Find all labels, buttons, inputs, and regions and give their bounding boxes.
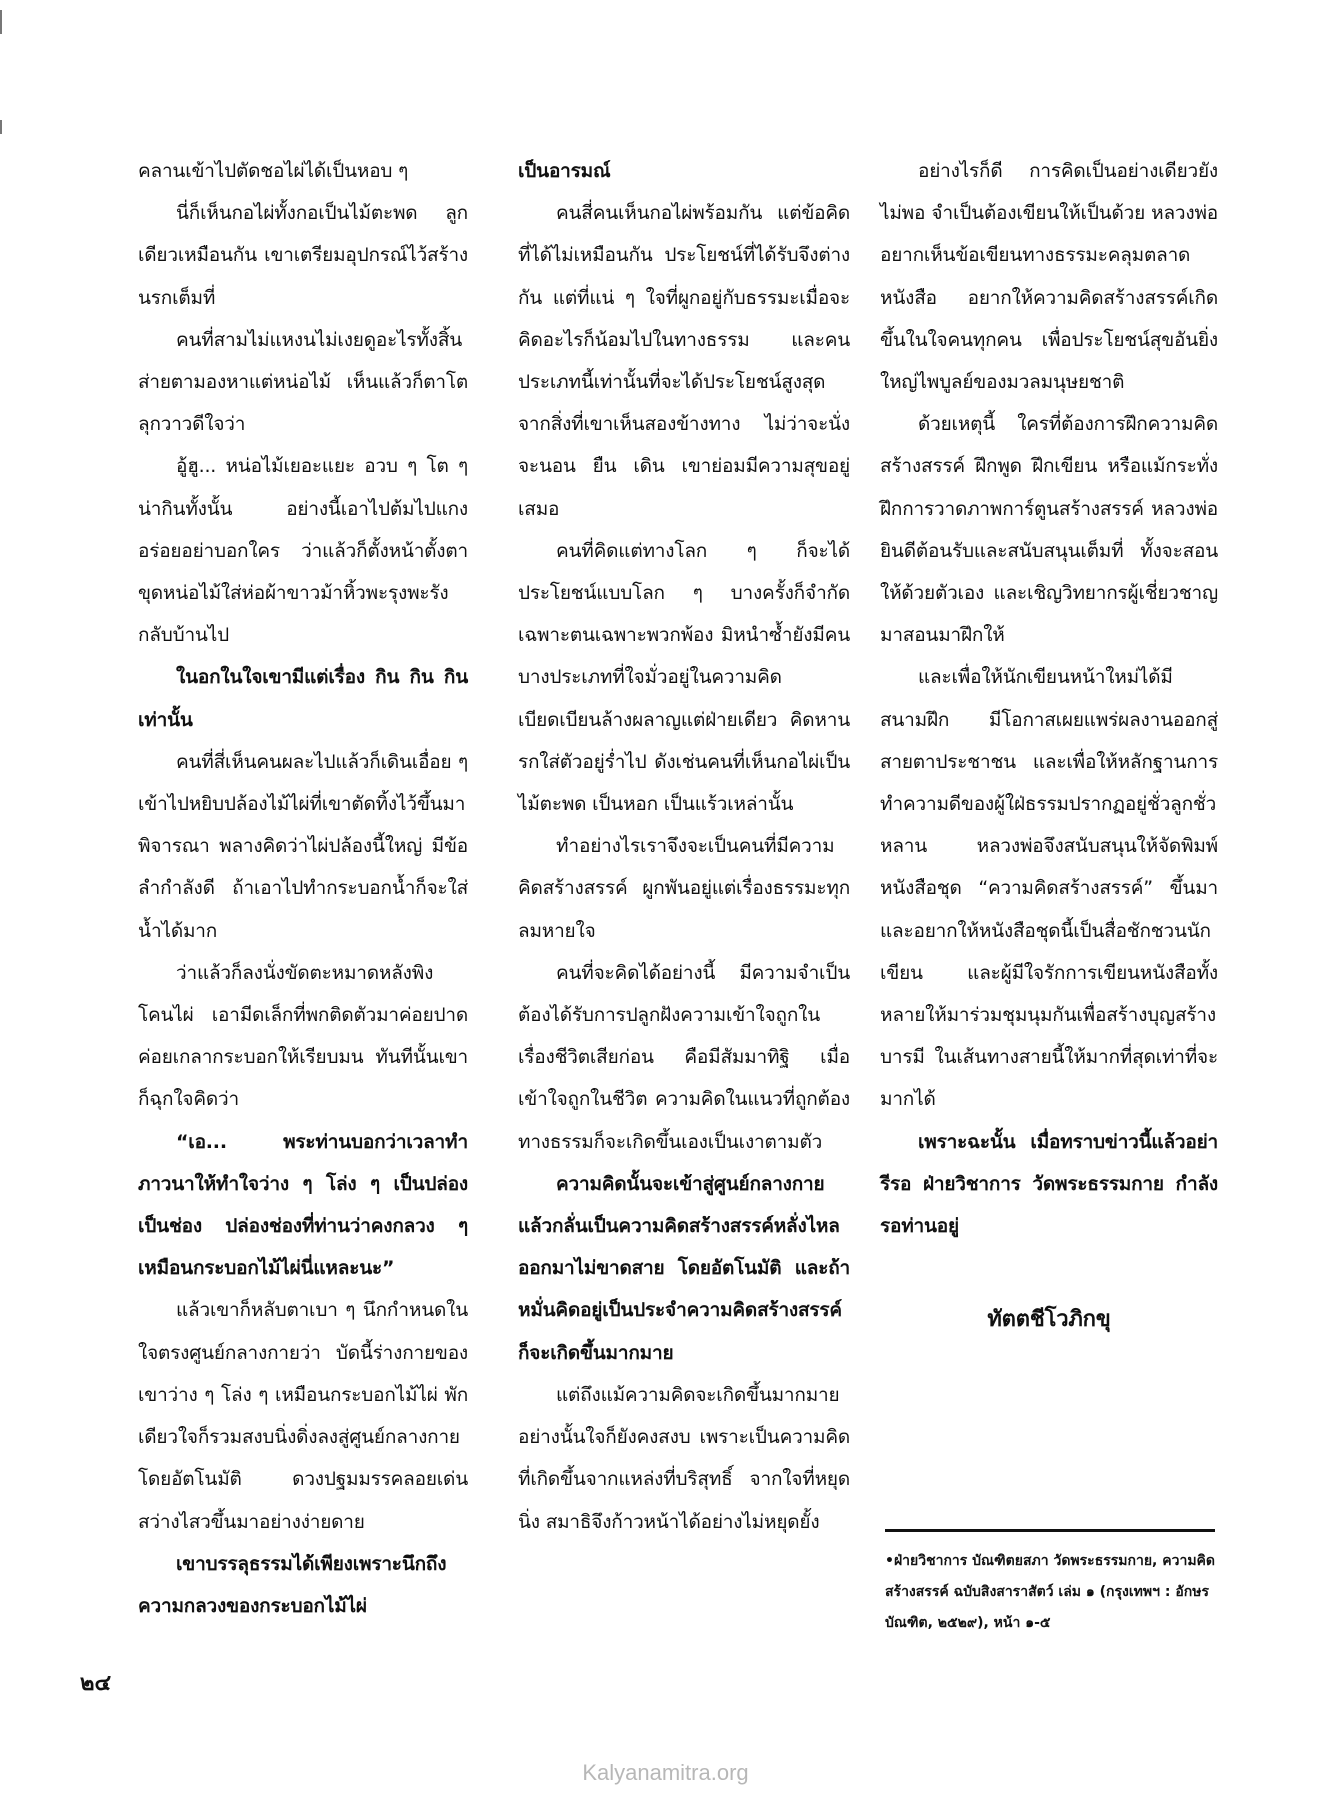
scan-edge-mark xyxy=(0,120,2,134)
paragraph: เป็นอารมณ์ xyxy=(518,160,611,182)
paragraph: แต่ถึงแม้ความคิดจะเกิดขึ้นมากมายอย่างนั้นใจก็ยังคงสงบ เพราะเป็นความคิดที่เกิดขึ้นจากแหล่งที่บริสุทธิ์ จากใจที่หยุดนิ่ง สมาธิจึงก้าวหน้าได้อย่างไม่หยุดยั้ง xyxy=(518,1383,850,1533)
scan-edge-mark xyxy=(0,10,2,34)
paragraph: และเพื่อให้นักเขียนหน้าใหม่ได้มีสนามฝึก มีโอกาสเผยแพร่ผลงานออกสู่สายตาประชาชน และเพื่อให้หลักฐานการทำความดีของผู้ใฝ่ธรรมปรากฏอยู่ชั่วลูกชั่วหลาน หลวงพ่อจึงสนับสนุนให้จัดพิมพ์หนังสือชุด “ความคิดสร้างสรรค์” ขึ้นมา และอยากให้หนังสือชุดนี้เป็นสื่อชักชวนนักเขียน และผู้มีใจรักการเขียนหนังสือทั้งหลายให้มาร่วมชุมนุมกันเพื่อสร้างบุญสร้างบารมี ในเส้นทางสายนี้ให้มากที่สุดเท่าที่จะมากได้ xyxy=(880,666,1218,1111)
paragraph: แล้วเขาก็หลับตาเบา ๆ นึกกำหนดในใจตรงศูนย์กลางกายว่า บัดนี้ร่างกายของเขาว่าง ๆ โล่ง ๆ เหมือนกระบอกไม้ไผ่ พักเดียวใจก็รวมสงบนิ่งดิ่งลงสู่ศูนย์กลางกายโดยอัตโนมัติ ดวงปฐมมรรคลอยเด่นสว่างไสวขึ้นมาอย่างง่ายดาย xyxy=(138,1299,468,1533)
text-column-middle xyxy=(518,150,850,1543)
paragraph: อย่างไรก็ดี การคิดเป็นอย่างเดียวยังไม่พอ จำเป็นต้องเขียนให้เป็นด้วย หลวงพ่ออยากเห็นข้อเขียนทางธรรมะคลุมตลาดหนังสือ อยากให้ความคิดสร้างสรรค์เกิดขึ้นในใจคนทุกคน เพื่อประโยชน์สุขอันยิ่งใหญ่ไพบูลย์ของมวลมนุษยชาติ xyxy=(880,160,1218,394)
paragraph: ว่าแล้วก็ลงนั่งขัดตะหมาดหลังพิงโคนไผ่ เอามีดเล็กที่พกติดตัวมาค่อยปาดค่อยเกลากระบอกให้เรียบมน ทันทีนั้นเขาก็ฉุกใจคิดว่า xyxy=(138,961,468,1111)
footnote-divider xyxy=(885,1529,1215,1532)
paragraph: คนที่สามไม่แหงนไม่เงยดูอะไรทั้งสิ้น ส่ายตามองหาแต่หน่อไม้ เห็นแล้วก็ตาโตลุกวาวดีใจว่า xyxy=(138,328,468,436)
paragraph: เขาบรรลุธรรมได้เพียงเพราะนึกถึงความกลวงของกระบอกไม้ไผ่ xyxy=(138,1552,447,1617)
text-column-left xyxy=(138,150,468,1627)
paragraph: เพราะฉะนั้น เมื่อทราบข่าวนี้แล้วอย่ารีรอ ฝ่ายวิชาการ วัดพระธรรมกาย กำลังรอท่านอยู่ xyxy=(880,1130,1218,1238)
paragraph: ด้วยเหตุนี้ ใครที่ต้องการฝึกความคิดสร้างสรรค์ ฝึกพูด ฝึกเขียน หรือแม้กระทั่งฝึกการวาดภาพการ์ตูนสร้างสรรค์ หลวงพ่อยินดีต้อนรับและสนับสนุนเต็มที่ ทั้งจะสอนให้ด้วยตัวเอง และเชิญวิทยากรผู้เชี่ยวชาญมาสอนมาฝึกให้ xyxy=(880,413,1218,647)
paragraph: ในอกในใจเขามีแต่เรื่อง กิน กิน กิน เท่านั้น xyxy=(138,666,468,731)
paragraph: อู้ฮู... หน่อไม้เยอะแยะ อวบ ๆ โต ๆ น่ากินทั้งนั้น อย่างนี้เอาไปต้มไปแกง อร่อยอย่าบอกใคร ว่าแล้วก็ตั้งหน้าตั้งตาขุดหน่อไม้ใส่ห่อผ้าขาวม้าหิ้วพะรุงพะรังกลับบ้านไป xyxy=(138,455,468,647)
paragraph: คนที่สี่เห็นคนผละไปแล้วก็เดินเอื่อย ๆ เข้าไปหยิบปล้องไม้ไผ่ที่เขาตัดทิ้งไว้ขึ้นมาพิจารณา พลางคิดว่าไผ่ปล้องนี้ใหญ่ มีข้อลำกำลังดี ถ้าเอาไปทำกระบอกน้ำก็จะใส่น้ำได้มาก xyxy=(138,750,468,942)
watermark: Kalyanamitra.org xyxy=(582,1760,749,1785)
paragraph: คนที่คิดแต่ทางโลก ๆ ก็จะได้ประโยชน์แบบโลก ๆ บางครั้งก็จำกัดเฉพาะตนเฉพาะพวกพ้อง มิหนำซ้ำยังมีคนบางประเภทที่ใจมั่วอยู่ในความคิดเบียดเบียนล้างผลาญแต่ฝ่ายเดียว คิดหานรกใส่ตัวอยู่ร่ำไป ดังเช่นคนที่เห็นกอไผ่เป็นไม้ตะพด เป็นหอก เป็นแร้วเหล่านั้น xyxy=(518,539,850,816)
footnote: •ฝ่ายวิชาการ บัณฑิตยสภา วัดพระธรรมกาย, ความคิดสร้างสรรค์ ฉบับสิงสาราสัตว์ เล่ม ๑ (กรุงเทพฯ : อักษรบัณฑิต, ๒๕๒๙), หน้า ๑-๕ xyxy=(885,1553,1216,1631)
text-column-right xyxy=(880,150,1218,1341)
paragraph: คลานเข้าไปตัดชอไผ่ได้เป็นหอบ ๆ xyxy=(138,160,409,182)
paragraph: ความคิดนั้นจะเข้าสู่ศูนย์กลางกาย แล้วกลั่นเป็นความคิดสร้างสรรค์หลั่งไหลออกมาไม่ขาดสาย โดยอัตโนมัติ และถ้าหมั่นคิดอยู่เป็นประจำความคิดสร้างสรรค์ก็จะเกิดขึ้นมากมาย xyxy=(518,1172,850,1364)
paragraph: “เอ... พระท่านบอกว่าเวลาทำภาวนาให้ทำใจว่าง ๆ โล่ง ๆ เป็นปล่องเป็นช่อง ปล่องช่องที่ท่านว่าคงกลวง ๆ เหมือนกระบอกไม้ไผ่นี่แหละนะ” xyxy=(138,1130,468,1280)
author-signature: ทัตตชีโวภิกขุ xyxy=(987,1307,1111,1333)
page-number: ๒๔ xyxy=(80,1671,112,1696)
paragraph: คนที่จะคิดได้อย่างนี้ มีความจำเป็นต้องได้รับการปลูกฝังความเข้าใจถูกในเรื่องชีวิตเสียก่อน คือมีสัมมาทิฐิ เมื่อเข้าใจถูกในชีวิต ความคิดในแนวที่ถูกต้องทางธรรมก็จะเกิดขึ้นเองเป็นเงาตามตัว xyxy=(518,961,850,1153)
paragraph: ทำอย่างไรเราจึงจะเป็นคนที่มีความคิดสร้างสรรค์ ผูกพันอยู่แต่เรื่องธรรมะทุกลมหายใจ xyxy=(518,835,850,942)
paragraph: นี่ก็เห็นกอไผ่ทั้งกอเป็นไม้ตะพด ลูกเดียวเหมือนกัน เขาเตรียมอุปกรณ์ไว้สร้างนรกเต็มที่ xyxy=(138,202,468,309)
paragraph: คนสี่คนเห็นกอไผ่พร้อมกัน แต่ข้อคิดที่ได้ไม่เหมือนกัน ประโยชน์ที่ได้รับจึงต่างกัน แต่ที่แน่ ๆ ใจที่ผูกอยู่กับธรรมะเมื่อจะคิดอะไรก็น้อมไปในทางธรรม และคนประเภทนี้เท่านั้นที่จะได้ประโยชน์สูงสุด จากสิ่งที่เขาเห็นสองข้างทาง ไม่ว่าจะนั่ง จะนอน ยืน เดิน เขาย่อมมีความสุขอยู่เสมอ xyxy=(518,202,850,520)
